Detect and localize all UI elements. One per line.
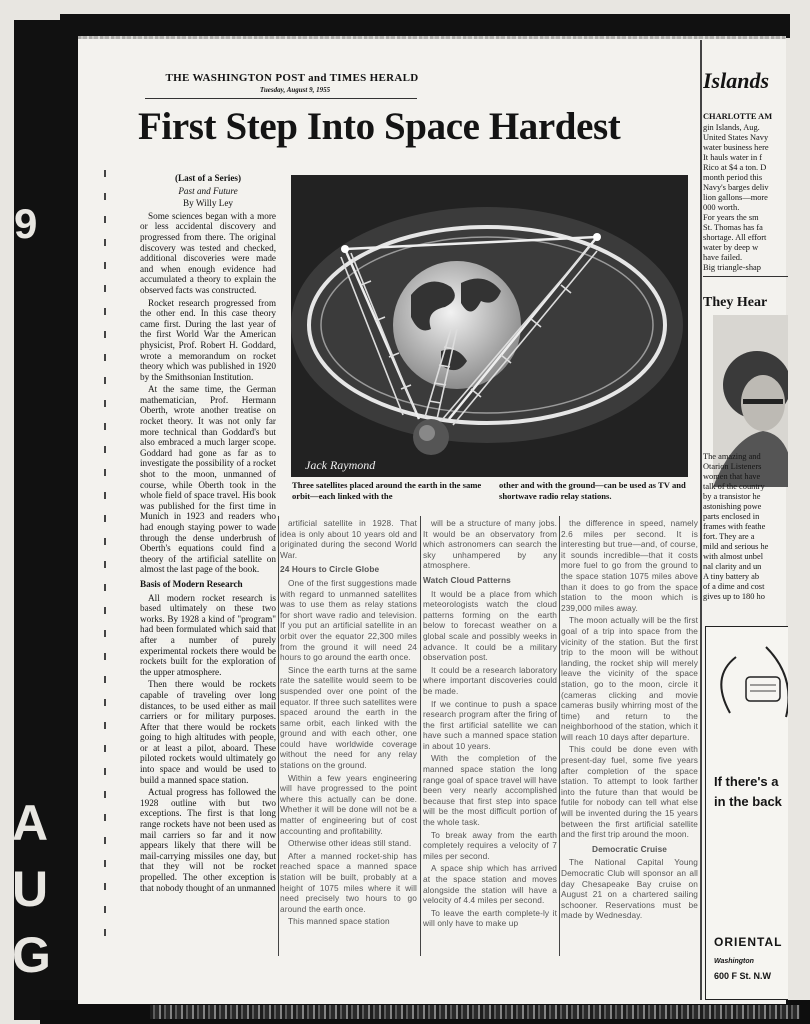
adjacent-line: parts enclosed in <box>703 512 760 521</box>
illustration-drawing <box>291 175 688 477</box>
paragraph: At the same time, the German mathematician, Prof. Hermann Oberth, wrote another treatise on rocket theory. It was not only far more technical than Goddard's but also embraced a much larger scope. Goddard had gone as far as to investigate the possibility of a rocket shot to the moon, unmanned of course, while Oberth took in the whole field of space travel. His book was published for the first time in Munich in 1923 and readers who had enough staying power to wade through the dense underbrush of Oberth's equations could find a theory of the artificial satellite on almost the last page of the book. <box>140 384 276 575</box>
section-label: Past and Future <box>178 185 238 196</box>
paragraph: This could be done even with present-day fuel, some five years after completion of the space station. To attempt to look farther into the future than that would be futile for nobody can tell what else will be invented during the 15 years between the first artificial satellite and the first trip around the moon. <box>561 744 698 840</box>
strip-rule <box>703 276 788 277</box>
adjacent-line: Otarion Listeners <box>703 462 762 471</box>
subheading: 24 Hours to Circle Globe <box>280 564 380 575</box>
adjacent-line: talk of the country <box>703 482 765 491</box>
adjacent-line: Navy's barges deliv <box>703 183 769 192</box>
adjacent-line: have failed. <box>703 253 743 262</box>
film-border-left <box>14 20 78 1020</box>
adjacent-line: For years the sm <box>703 213 759 222</box>
adjacent-line: gin Islands, Aug. <box>703 123 760 132</box>
adjacent-line: nal clarity and un <box>703 562 762 571</box>
adjacent-headline: Islands <box>703 68 770 93</box>
scan-noise-top <box>78 36 786 39</box>
film-margin-digit: 9 <box>14 200 38 247</box>
adjacent-line: with almost unbel <box>703 552 764 561</box>
satellite-node <box>341 245 349 253</box>
adjacent-line: women that have <box>703 472 761 481</box>
adjacent-line: astonishing powe <box>703 502 762 511</box>
masthead-rule <box>145 98 417 99</box>
margin-tick-marks <box>102 170 112 970</box>
paragraph: A space ship which has arrived at the space station and moves alongside the station will have a velocity of 4.4 miles per second. <box>423 863 557 906</box>
subheading: Watch Cloud Patterns <box>423 574 511 585</box>
film-border-top <box>60 14 790 38</box>
paragraph: the difference in speed, namely 2.6 miles per second. It is interesting but true—and, of course, it sounds incredible—that it costs more fuel to go from the ground to the space station 1075 miles above than it does to go from the space station to the moon which is 239,000 miles away. <box>561 518 698 613</box>
adjacent-line: It hauls water in f <box>703 153 763 162</box>
paragraph: Then there would be rockets capable of traveling over long distances, to be used either as mail carriers or for military purposes. After that there would be rockets going to high altitudes with people, or at least a pilot, aboard. These piloted rockets would ultimately go into space and would be used to build a manned space station. <box>140 679 276 785</box>
column-rule <box>420 516 421 956</box>
subheading: Basis of Modern Research <box>140 578 243 589</box>
adjacent-line: St. Thomas has fa <box>703 223 763 232</box>
paragraph: It would be a place from which meteorologists watch the cloud patterns forming on the earth below to forecast weather on a global scale and possibly weeks in advance. It could be a military observation post. <box>423 588 557 663</box>
adjacent-column-strip <box>703 40 788 1000</box>
newspaper-masthead: THE WASHINGTON POST and TIMES HERALD <box>165 72 419 84</box>
adjacent-line: water by deep w <box>703 243 759 252</box>
adjacent-line: Rico at $4 a ton. D <box>703 163 767 172</box>
hearing-aid-icon <box>706 637 788 737</box>
adjacent-line: fort. They are a <box>703 532 755 541</box>
adjacent-headline-2: They Hear <box>703 295 768 310</box>
adjacent-line: mild and serious he <box>703 542 769 551</box>
paragraph: Otherwise other ideas still stand. <box>288 838 412 849</box>
paragraph: Actual progress has followed the 1928 outline with but two exceptions. The first is that long range rockets have not been used as mail carriers so far and it now appears likely that there will be mail-carrying missiles one day, but that they will not be rocket propelled. The other exception is that nobody thought of an unmanned <box>140 787 276 893</box>
adjacent-line: shortage. All effort <box>703 233 767 242</box>
paragraph: Rocket research progressed from the other end. In this case theory came first. During the last year of the first World War the American physicist, Prof. Robert H. Goddard, wrote a memorandum on rocket theory which was published in 1920 by the Smithsonian Institution. <box>140 297 276 382</box>
adjacent-line: A tiny battery ab <box>703 572 760 581</box>
paragraph: After a manned rocket-ship has reached space a manned space station will be built, probably at a height of 1075 miles where it will need precisely two hours to go around the earth once. <box>280 850 417 914</box>
paragraph: The moon actually will be the first goal of a trip into space from the vicinity of the station. But the first trip to the moon will be without landing, the rocket ship will merely leave the vicinity of the space station, go to the moon, circle it (cameras clicking and movie cameras busily whirring most of the time) and return to the neighborhood of the station, which it will reach 10 days after departure. <box>561 615 698 742</box>
adjacent-line: The amazing and <box>703 452 761 461</box>
ad-brand: ORIENTAL <box>714 935 783 949</box>
paragraph: To leave the earth complete-ly it will only have to make up <box>423 907 557 929</box>
article-column-3 <box>423 518 557 931</box>
paragraph: The National Capital Young Democratic Club will sponsor an all day Chesapeake Bay cruise on August 21 on a chartered sailing schooner. Reservations must be made by Wednesday. <box>561 857 698 921</box>
paragraph: One of the first suggestions made with regard to unmanned satellites was to use them as relay stations for short wave radio and television. If you put an artificial satellite in an orbit over the equator 22,300 miles from the ground it will need 24 hours to go around the earth once. <box>280 577 417 663</box>
satellite-node <box>593 233 601 241</box>
paragraph: All modern rocket research is based ultimately on these two works. By 1928 a kind of "program" had been formulated which said that after a number of purely experimental rockets there would be rockets built for the exploration of the upper atmosphere. <box>140 592 276 677</box>
column-rule <box>559 516 560 956</box>
article-column-4 <box>561 518 698 923</box>
article-column-1 <box>140 173 276 895</box>
paragraph: artificial satellite in 1928. That idea is only about 10 years old and originated during the second World War. <box>280 518 417 560</box>
ad-city: Washington <box>714 958 754 965</box>
paragraph: If we continue to push a space research program after the firing of the first artificial satellite we can have such a manned space station in about 10 years. <box>423 698 557 751</box>
scan-noise <box>150 1005 800 1019</box>
artist-signature: Jack Raymond <box>305 458 376 472</box>
adjacent-line: 000 worth. <box>703 203 740 212</box>
paragraph: It could be a research laboratory where important discoveries could be made. <box>423 664 557 696</box>
ad-address: 600 F St. N.W <box>714 971 772 981</box>
ad-headline-1: If there's a <box>714 774 779 789</box>
paragraph: will be a structure of many jobs. It would be an observatory from which astronomers can search the sky unhampered by any atmosphere. <box>423 518 557 571</box>
adjacent-line: water business here <box>703 143 769 152</box>
caption-left: Three satellites placed around the earth in the same orbit—each linked with the <box>292 480 482 501</box>
ad-headline-2: in the back <box>714 794 782 809</box>
subheading: Democratic Cruise <box>591 843 668 854</box>
adjacent-line: Big triangle-shap <box>703 263 761 272</box>
column-rule <box>278 516 279 956</box>
paragraph: Some sciences began with a more or less accidental discovery and progressed from there. The original discovery was tested and checked, additional discoveries were made and when enough evidence had accumulated a theory to explain the observed facts was constructed. <box>140 210 276 295</box>
paragraph: Within a few years engineering will have progressed to the point where this actually can be done. Whether it will be done will not be a matter of engineering but of cost accounting and profitability. <box>280 772 417 836</box>
adjacent-line: by a transistor he <box>703 492 761 501</box>
adjacent-line: United States Navy <box>703 133 769 142</box>
film-margin-month: AUG <box>12 795 51 983</box>
paragraph: Since the earth turns at the same rate the satellite would seem to be suspended over one point of the equator. If three such satellites were spaced around the earth in the same orbit, each linked with the ground and with each other, one could have worldwide coverage without the need for any relay stations on the ground. <box>280 664 417 771</box>
advertisement-box <box>705 626 788 1000</box>
adjacent-dateline: CHARLOTTE AM <box>703 112 773 121</box>
adjacent-line: of a dime and cost <box>703 582 765 591</box>
satellite-illustration <box>291 175 688 477</box>
masthead-date: Tuesday, August 9, 1955 <box>259 86 331 94</box>
paragraph: With the completion of the manned space station the long range goal of space travel will have been very nearly accomplished because that first step into space will be the most difficult portion of the whole task. <box>423 753 557 828</box>
adjacent-line: lion gallons—more <box>703 193 768 202</box>
paragraph: This manned space station <box>288 916 390 927</box>
earth-globe <box>393 261 521 389</box>
paragraph: To break away from the earth completely requires a velocity of 7 miles per second. <box>423 829 557 861</box>
adjacent-line: frames with feathe <box>703 522 766 531</box>
article-column-2 <box>280 518 417 929</box>
adjacent-line: month period this <box>703 173 763 182</box>
byline: By Willy Ley <box>183 198 233 209</box>
caption-right: other and with the ground—can be used as TV and shortwave radio relay stations. <box>499 480 686 501</box>
page-divider <box>700 40 702 1000</box>
adjacent-line: gives up to 180 ho <box>703 592 765 601</box>
series-label: (Last of a Series) <box>174 173 242 183</box>
article-headline: First Step Into Space Hardest <box>138 105 621 148</box>
